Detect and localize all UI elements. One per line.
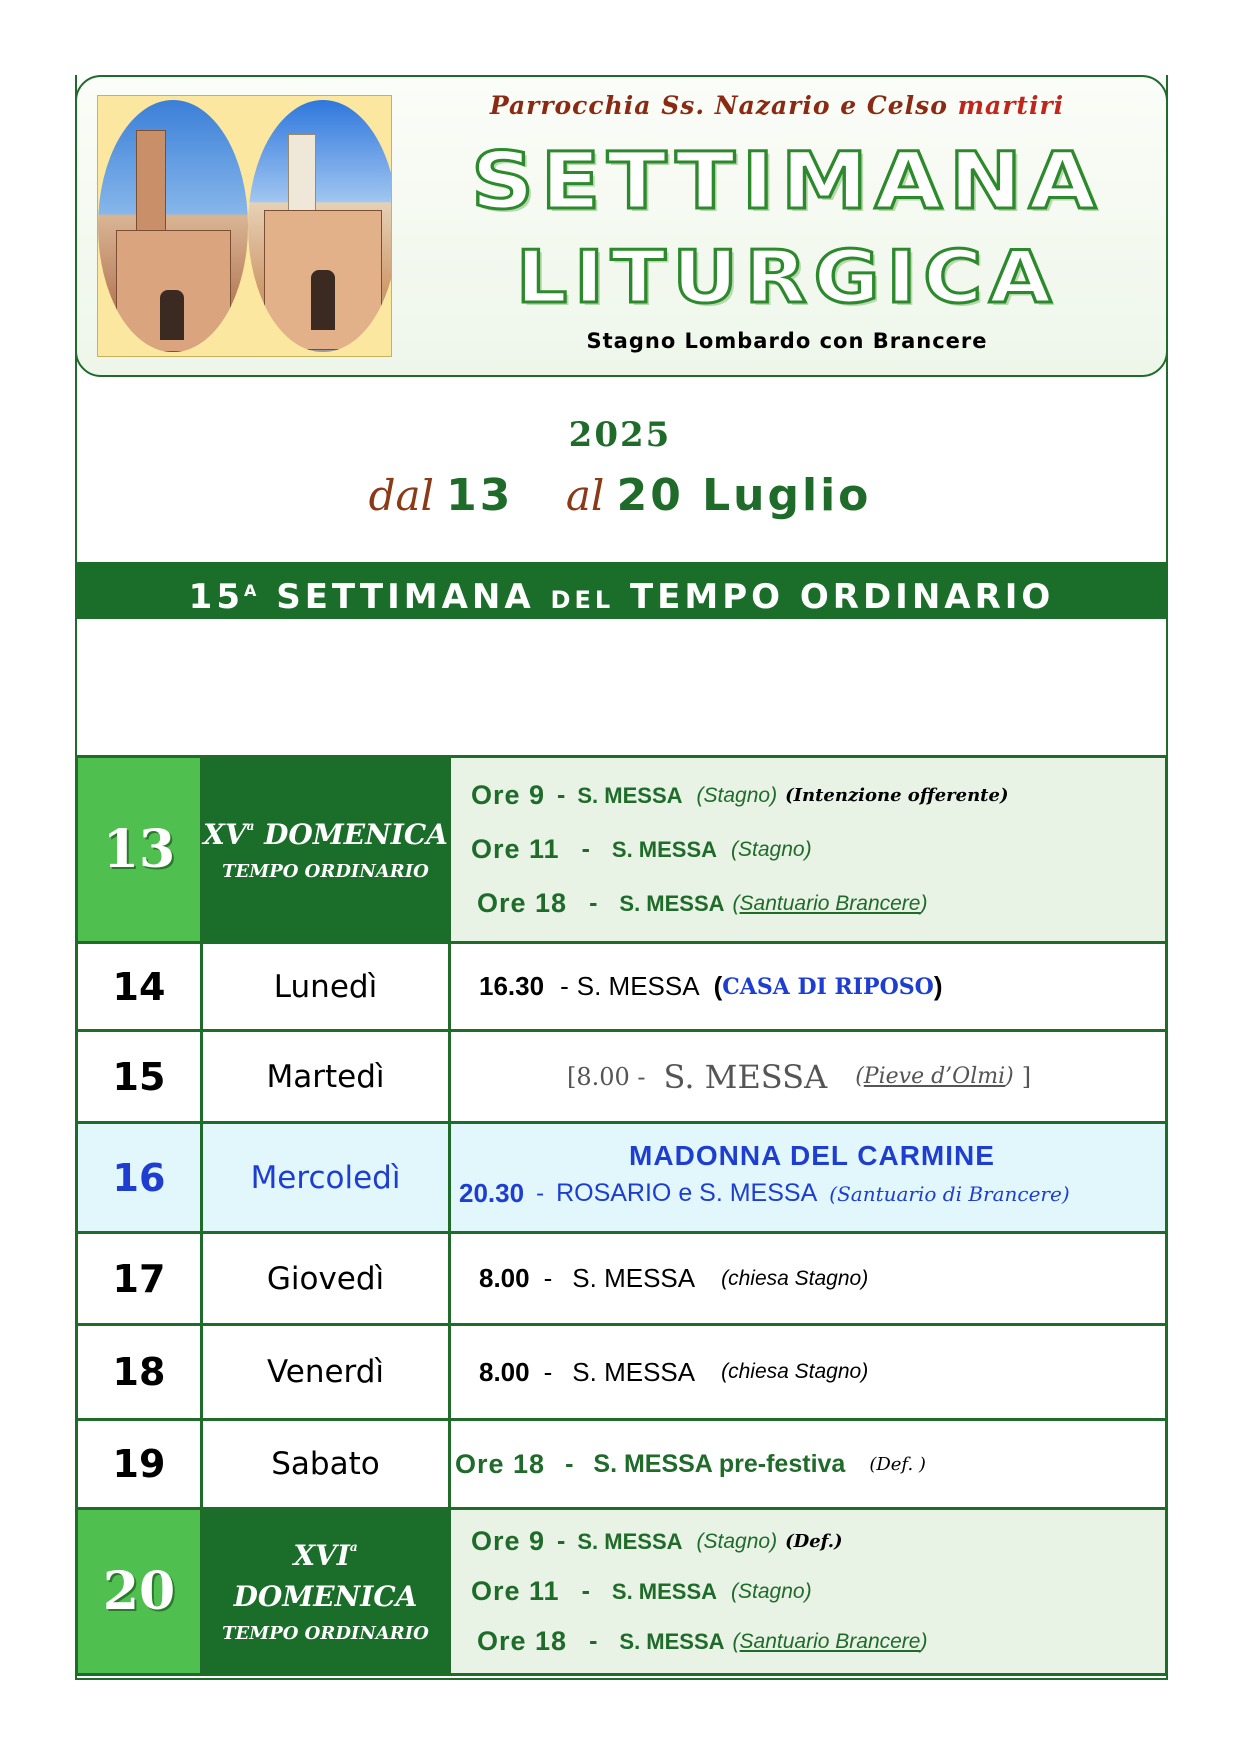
day-name: Mercoledì <box>202 1123 450 1233</box>
events-cell <box>450 1233 1167 1325</box>
table-row <box>77 1233 1167 1325</box>
feast-title: MADONNA DEL CARMINE <box>629 1139 995 1171</box>
day-number: 15 <box>77 1031 202 1123</box>
header-box <box>75 75 1168 377</box>
events-cell <box>450 1325 1167 1420</box>
date-range: dal 13 al 20 Luglio <box>368 470 872 521</box>
events-cell <box>450 1123 1167 1233</box>
title-line1: SETTIMANA <box>470 137 1104 227</box>
day-name: Martedì <box>202 1031 450 1123</box>
day-number: 18 <box>77 1325 202 1420</box>
events-cell <box>450 757 1167 943</box>
day-number: 16 <box>77 1123 202 1233</box>
day-number: 17 <box>77 1233 202 1325</box>
event-line: 16.30 - S. MESSA ( CASA DI RIPOSO ) <box>479 971 943 1001</box>
day-number: 19 <box>77 1420 202 1509</box>
event-line: 20.30 - ROSARIO e S. MESSA (Santuario di Brancere) <box>459 1178 1070 1208</box>
day-name: Venerdì <box>202 1325 450 1420</box>
table-row <box>77 1325 1167 1420</box>
churches-photo <box>97 95 392 357</box>
event-line: 8.00 - S. MESSA (chiesa Stagno) <box>479 1263 869 1293</box>
year: 2025 <box>568 415 672 455</box>
event-line: Ore 9 - S. MESSA (Stagno) (Intenzione offerente) <box>471 780 1009 810</box>
event-line: Ore 18 - S. MESSA pre-festiva (Def. ) <box>455 1448 926 1479</box>
parish-name: Parrocchia Ss. Nazario e Celso martiri <box>489 91 1065 120</box>
event-line: Ore 18 - S. MESSA (Santuario Brancere) <box>477 888 928 918</box>
title-line2: LITURGICA <box>515 235 1059 319</box>
day-name: Giovedì <box>202 1233 450 1325</box>
day-number: 14 <box>77 943 202 1031</box>
table-row <box>77 1509 1167 1675</box>
day-name: Sabato <box>202 1420 450 1509</box>
events-cell <box>450 1420 1167 1509</box>
event-line: 8.00 - S. MESSA (chiesa Stagno) <box>479 1356 869 1387</box>
events-cell <box>450 943 1167 1031</box>
table-row <box>77 757 1167 943</box>
week-banner: $15^A$ SETTIMANA DEL TEMPO ORDINARIO <box>75 562 1168 619</box>
day-number: 13 <box>77 757 202 943</box>
church-left-image <box>98 100 248 352</box>
events-cell <box>450 1031 1167 1123</box>
day-number: 20 <box>77 1509 202 1675</box>
table-row <box>77 1420 1167 1509</box>
day-name: $XV^a$ DOMENICA TEMPO ORDINARIO <box>202 757 450 943</box>
day-name: Lunedì <box>202 943 450 1031</box>
day-name: XVI$^a$ DOMENICA TEMPO ORDINARIO <box>202 1509 450 1675</box>
events-cell <box>450 1509 1167 1675</box>
event-line: Ore 11 - S. MESSA (Stagno) <box>471 834 812 864</box>
table-row <box>77 1123 1167 1233</box>
table-row <box>77 943 1167 1031</box>
event-line: Ore 9 - S. MESSA (Stagno) (Def.) <box>471 1526 843 1556</box>
event-line: [8.00 - S. MESSA (Pieve d’Olmi) ] <box>567 1057 1032 1096</box>
event-line: Ore 18 - S. MESSA (Santuario Brancere) <box>477 1626 928 1656</box>
place-name: Stagno Lombardo con Brancere <box>586 329 988 353</box>
event-line: Ore 11 - S. MESSA (Stagno) <box>471 1576 812 1606</box>
schedule-table <box>75 755 1168 1676</box>
table-row <box>77 1031 1167 1123</box>
